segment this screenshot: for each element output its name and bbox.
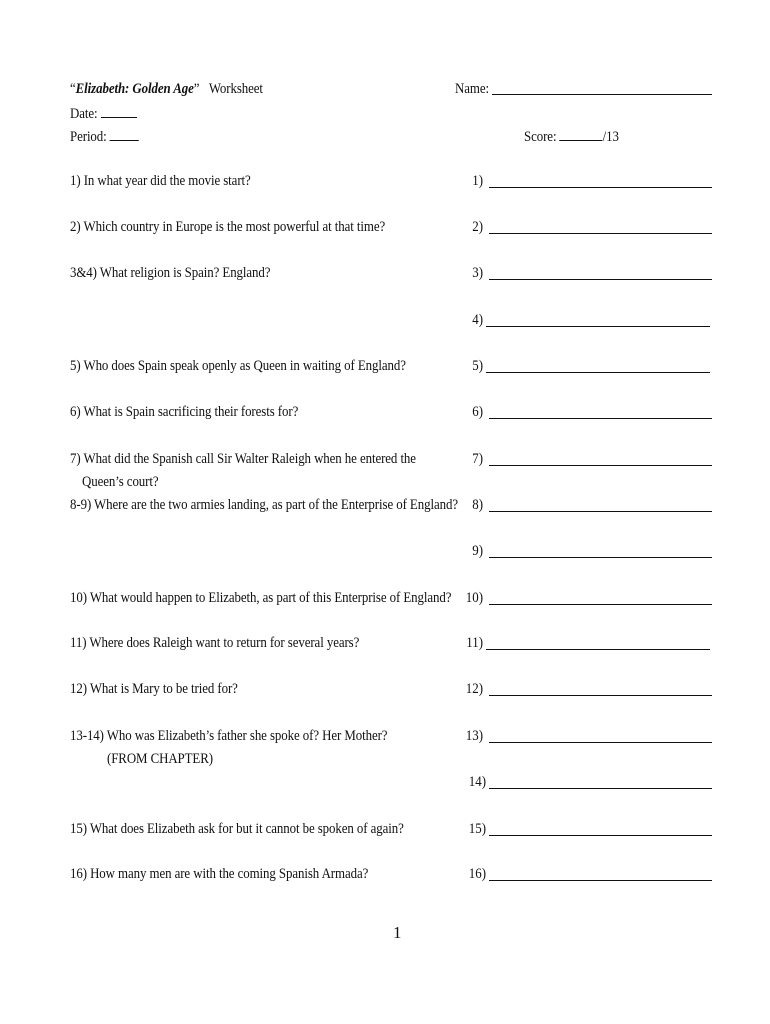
answer-label-10: 10) — [465, 590, 483, 606]
answer-label-4: 4) — [472, 312, 483, 328]
answer-label-2: 2) — [472, 219, 483, 235]
answer-label-9: 9) — [472, 543, 483, 559]
answer-line-14[interactable] — [489, 788, 712, 789]
question-7: 7) What did the Spanish call Sir Walter Raleigh when he entered the — [70, 451, 416, 467]
answer-line-5[interactable] — [486, 372, 710, 373]
answer-label-8: 8) — [472, 497, 483, 513]
answer-label-1: 1) — [472, 173, 483, 189]
worksheet-title: “Elizabeth: Golden Age” Worksheet — [70, 81, 263, 97]
question-10: 10) What would happen to Elizabeth, as part of this Enterprise of England? — [70, 590, 452, 606]
answer-label-11: 11) — [466, 635, 483, 651]
answer-line-8[interactable] — [489, 511, 712, 512]
page-number: 1 — [393, 923, 402, 942]
answer-label-15: 15) — [468, 821, 486, 837]
date-field: Date: — [70, 103, 137, 123]
answer-line-11[interactable] — [486, 649, 710, 650]
movie-title: Elizabeth: Golden Age — [75, 81, 194, 97]
answer-line-1[interactable] — [489, 187, 712, 188]
question-5: 5) Who does Spain speak openly as Queen in waiting of England? — [70, 358, 406, 374]
answer-line-7[interactable] — [489, 465, 712, 466]
answer-label-16: 16) — [468, 866, 486, 882]
question-13-14: 13-14) Who was Elizabeth’s father she spoke of? Her Mother? — [70, 728, 388, 744]
answer-line-13[interactable] — [489, 742, 712, 743]
answer-label-6: 6) — [472, 404, 483, 420]
answer-line-12[interactable] — [489, 695, 712, 696]
question-1: 1) In what year did the movie start? — [70, 173, 251, 189]
answer-line-10[interactable] — [489, 604, 712, 605]
answer-line-2[interactable] — [489, 233, 712, 234]
question-16: 16) How many men are with the coming Spanish Armada? — [70, 866, 369, 882]
score-field: Score: /13 — [524, 126, 619, 146]
date-blank[interactable] — [101, 103, 137, 118]
question-3-4: 3&4) What religion is Spain? England? — [70, 265, 271, 281]
answer-label-12: 12) — [465, 681, 483, 697]
answer-line-15[interactable] — [489, 835, 712, 836]
answer-label-5: 5) — [472, 358, 483, 374]
answer-label-3: 3) — [472, 265, 483, 281]
answer-line-3[interactable] — [489, 279, 712, 280]
score-total: /13 — [602, 129, 619, 145]
question-8-9: 8-9) Where are the two armies landing, as part of the Enterprise of England? — [70, 497, 458, 513]
answer-label-14: 14) — [468, 774, 486, 790]
score-blank[interactable] — [560, 126, 603, 141]
answer-line-4[interactable] — [486, 326, 710, 327]
name-label: Name: — [455, 81, 489, 97]
answer-line-6[interactable] — [489, 418, 712, 419]
answer-line-16[interactable] — [489, 880, 712, 881]
question-2: 2) Which country in Europe is the most powerful at that time? — [70, 219, 386, 235]
answer-line-9[interactable] — [489, 557, 712, 558]
question-6: 6) What is Spain sacrificing their forests for? — [70, 404, 299, 420]
answer-label-13: 13) — [465, 728, 483, 744]
period-field: Period: — [70, 126, 139, 146]
question-11: 11) Where does Raleigh want to return for several years? — [70, 635, 360, 651]
question-12: 12) What is Mary to be tried for? — [70, 681, 238, 697]
question-13-14-note: (FROM CHAPTER) — [107, 751, 213, 767]
answer-label-7: 7) — [472, 451, 483, 467]
question-7-continued: Queen’s court? — [82, 474, 159, 490]
name-blank[interactable] — [492, 94, 712, 95]
question-15: 15) What does Elizabeth ask for but it cannot be spoken of again? — [70, 821, 404, 837]
period-blank[interactable] — [110, 126, 139, 141]
worksheet-label: Worksheet — [208, 81, 263, 97]
